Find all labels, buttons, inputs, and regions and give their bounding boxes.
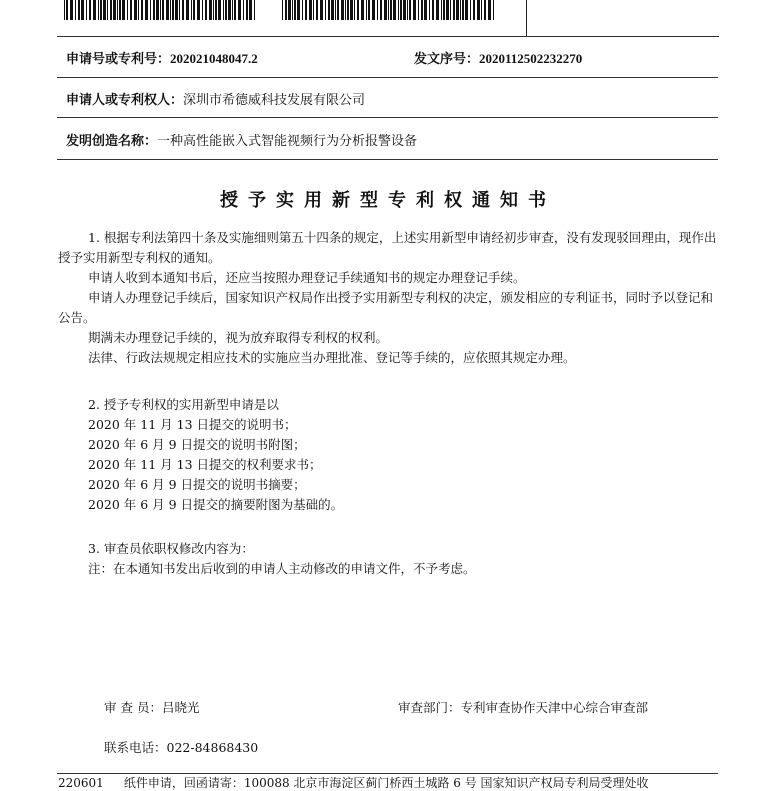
divider (57, 159, 718, 160)
list-item: 2020 年 6 月 9 日提交的说明书摘要； (88, 477, 306, 492)
invention-name: 一种高性能嵌入式智能视频行为分析报警设备 (157, 134, 418, 149)
barcode-bar (107, 0, 108, 20)
barcode-bar (66, 0, 68, 20)
application-number-row (66, 48, 258, 67)
barcode-bar (160, 0, 161, 20)
barcode-bar (138, 0, 139, 20)
barcode-bar (182, 0, 184, 20)
barcode-bar (134, 0, 137, 20)
document-number-label: 发文序号： (414, 52, 480, 67)
divider (57, 117, 718, 118)
section-2 (58, 395, 720, 515)
barcode-bar (361, 0, 364, 20)
barcode-bar (254, 0, 255, 20)
barcode-bar (193, 0, 195, 20)
paragraph: 申请人收到本通知书后，还应当按照办理登记手续通知书的规定办理登记手续。 (88, 270, 526, 285)
note: 注：在本通知书发出后收到的申请人主动修改的申请文件，不予考虑。 (88, 561, 476, 576)
barcode-bar (103, 0, 106, 20)
barcode-bar (98, 0, 99, 20)
barcode-bar (390, 0, 392, 20)
list-item: 2020 年 6 月 9 日提交的说明书附图； (88, 437, 306, 452)
barcode-bar (130, 0, 132, 20)
barcode-bar (335, 0, 336, 20)
barcode-bar (429, 0, 430, 20)
paragraph: 申请人办理登记手续后，国家知识产权局作出授予实用新型专利权的决定，颁发相应的专利证书，同时予以登记和公告。 (58, 290, 714, 325)
barcode-bar (388, 0, 389, 20)
barcode-bar (93, 0, 96, 20)
barcode-bar (213, 0, 214, 20)
barcode-bar (302, 0, 303, 20)
barcode-bar (366, 0, 367, 20)
invention-row (66, 130, 417, 149)
barcode-bar (347, 0, 349, 20)
barcode-bar (122, 0, 125, 20)
barcode-bar (205, 0, 207, 20)
application-number: 202021048047.2 (170, 51, 258, 66)
barcode-bar (424, 0, 427, 20)
barcode-bar (64, 0, 65, 20)
barcode-bar (493, 0, 494, 20)
list-item: 2020 年 11 月 13 日提交的权利要求书； (88, 457, 322, 472)
barcode-bar (191, 0, 192, 20)
barcode-bar (484, 0, 486, 20)
barcode-bar (197, 0, 200, 20)
barcode-bar (282, 0, 283, 20)
barcode-bar (462, 0, 464, 20)
barcode-bar (243, 0, 244, 20)
section-heading: 3. 审查员依职权修改内容为： (88, 541, 254, 556)
phone: 联系电话：022-84868430 (104, 740, 259, 755)
barcode-bar (443, 0, 445, 20)
barcode-bar (354, 0, 355, 20)
barcode-bar (234, 0, 236, 20)
document-number-row (414, 48, 582, 67)
barcode-bar (418, 0, 419, 20)
barcode-bar (228, 0, 231, 20)
barcode-bar (162, 0, 164, 20)
barcode-bar (141, 0, 143, 20)
barcode-bar (313, 0, 314, 20)
divider (57, 36, 718, 37)
barcode-bar (153, 0, 155, 20)
barcode-bar (292, 0, 293, 20)
form-code: 220601 (58, 776, 104, 790)
list-item: 2020 年 6 月 9 日提交的摘要附图为基础的。 (88, 497, 344, 512)
barcode-bar (81, 0, 84, 20)
barcode-bar (232, 0, 233, 20)
barcode-bar (117, 0, 118, 20)
barcode-bar (393, 0, 396, 20)
barcode-bar (465, 0, 468, 20)
applicant-name: 深圳市希德威科技发展有限公司 (183, 93, 366, 108)
mailing-line: 纸件申请，回函请寄：100088 北京市海淀区蓟门桥西土城路 6 号 国家知识产权局专利局受理处收 (123, 776, 649, 790)
mailing-address (58, 774, 669, 791)
barcode-bar (110, 0, 112, 20)
barcode-bar (316, 0, 318, 20)
barcode-bar (320, 0, 323, 20)
barcode-bar (328, 0, 330, 20)
barcode-bar (398, 0, 399, 20)
applicant-row (66, 89, 365, 108)
barcode-bar (309, 0, 312, 20)
barcode-bar (238, 0, 241, 20)
barcode-bar (384, 0, 387, 20)
barcode-bar (75, 0, 76, 20)
barcode-bar (172, 0, 174, 20)
barcode-bar (223, 0, 224, 20)
examiner: 审 查 员：吕晓光 (104, 700, 200, 715)
barcode-bar (179, 0, 180, 20)
barcode-bar (170, 0, 171, 20)
barcode-bar (345, 0, 346, 20)
invention-label: 发明创造名称： (66, 134, 158, 149)
barcode-bar (337, 0, 339, 20)
barcode-bar (473, 0, 475, 20)
barcode-bar (488, 0, 491, 20)
barcode-bar (331, 0, 334, 20)
barcode-bar (209, 0, 212, 20)
barcode-bar (249, 0, 252, 20)
applicant-label: 申请人或专利权人： (66, 93, 184, 108)
barcode-bar (225, 0, 227, 20)
barcode-bar (202, 0, 203, 20)
barcode-bar (377, 0, 378, 20)
barcode-bar (145, 0, 148, 20)
section-heading: 2. 授予专利权的实用新型申请是以 (88, 397, 279, 412)
barcode-bar (477, 0, 480, 20)
barcode-bar (218, 0, 221, 20)
barcode-bar (86, 0, 87, 20)
barcode-bar (453, 0, 455, 20)
paragraph: 法律、行政法规规定相应技术的实施应当办理批准、登记等手续的，应依照其规定办理。 (88, 350, 576, 365)
barcode-bar (246, 0, 248, 20)
barcode-bar (446, 0, 449, 20)
barcode-bar (368, 0, 370, 20)
barcode-bar (350, 0, 353, 20)
barcode-bar (372, 0, 375, 20)
department: 审查部门：专利审查协作天津中心综合审查部 (398, 700, 649, 715)
barcode-bar (357, 0, 359, 20)
barcode-bar (78, 0, 80, 20)
barcode-bar (305, 0, 307, 20)
barcode-bar (325, 0, 326, 20)
section-1 (58, 228, 720, 368)
barcode-bar (481, 0, 482, 20)
barcode-bar (413, 0, 416, 20)
barcode-right (282, 0, 496, 20)
barcode-bar (456, 0, 459, 20)
barcode-bar (166, 0, 169, 20)
document-number: 2020112502232270 (479, 51, 583, 66)
barcode-bar (341, 0, 344, 20)
barcode-bar (403, 0, 406, 20)
barcode-bar (119, 0, 121, 20)
barcode-bar (297, 0, 300, 20)
barcode-bar (450, 0, 451, 20)
barcode-bar (100, 0, 102, 20)
barcode-bar (175, 0, 178, 20)
barcode-bar (409, 0, 411, 20)
application-number-label: 申请号或专利号： (66, 52, 171, 67)
barcode-bar (441, 0, 442, 20)
barcode-bar (186, 0, 189, 20)
barcode-left (64, 0, 256, 20)
barcode-bar (127, 0, 128, 20)
barcode-bar (70, 0, 73, 20)
barcode-bar (89, 0, 91, 20)
barcode-bar (460, 0, 461, 20)
barcode-bar (436, 0, 439, 20)
header-box (526, 0, 719, 37)
barcode-bar (156, 0, 159, 20)
divider (57, 77, 718, 78)
barcode-bar (421, 0, 423, 20)
document-title: 授予实用新型专利权通知书 (220, 190, 556, 211)
barcode-bar (470, 0, 471, 20)
section-3 (58, 539, 720, 579)
barcode-bar (400, 0, 402, 20)
list-item: 2020 年 11 月 13 日提交的说明书； (88, 417, 297, 432)
paragraph: 期满未办理登记手续的，视为放弃取得专利权的权利。 (88, 330, 389, 345)
barcode-bar (150, 0, 151, 20)
barcode-bar (113, 0, 116, 20)
barcode-bar (288, 0, 291, 20)
barcode-bar (380, 0, 382, 20)
paragraph: 1. 根据专利法第四十条及实施细则第五十四条的规定，上述实用新型申请经初步审查，没有发现驳回理由，现作出授予实用新型专利权的通知。 (58, 230, 717, 265)
barcode-bar (285, 0, 287, 20)
barcode-bar (407, 0, 408, 20)
barcode-bar (294, 0, 296, 20)
barcode-bar (432, 0, 434, 20)
barcode-bar (215, 0, 217, 20)
